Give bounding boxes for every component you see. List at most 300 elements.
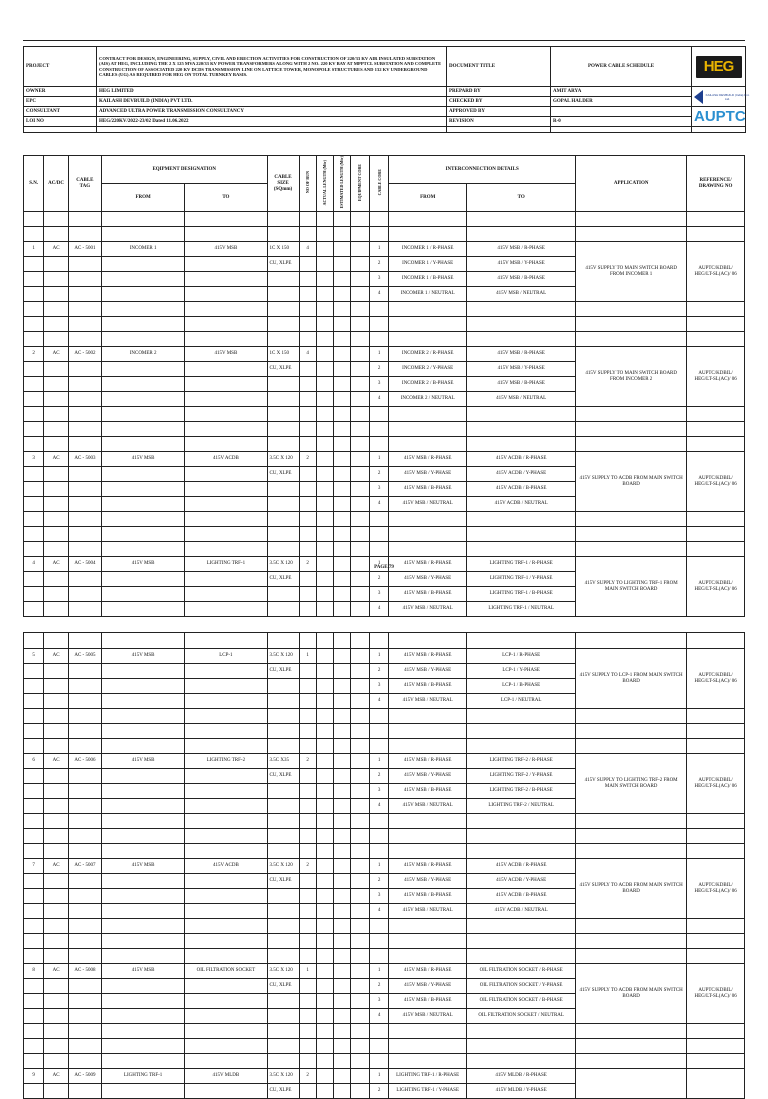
cable-tag-cell: AC - 5002 [68, 347, 101, 362]
application-cell: 415V SUPPLY TO LIGHTING TRF-1 FROM MAIN SWITCH BOARD [576, 557, 687, 617]
no-of-run-cell [299, 287, 316, 302]
cable-tag-cell: AC - 5006 [68, 754, 101, 769]
cable-size-cell [267, 904, 299, 919]
cable-core-cell: 2 [369, 979, 388, 994]
cable-tag-cell: AC - 5004 [68, 557, 101, 572]
sn-cell: 5 [24, 649, 44, 664]
table-row [24, 754, 745, 769]
equip-from-cell [101, 482, 184, 497]
reference-cell: AUPTC/KDBIL/ HEG/LT-SL(AC)/ 06 [687, 964, 745, 1024]
equip-to-cell: OIL FILTRATION SOCKET [185, 964, 267, 979]
cable-tag-cell [68, 874, 101, 889]
acdc-cell [44, 769, 69, 784]
cable-core-cell: 1 [370, 347, 389, 362]
application-cell [576, 1069, 687, 1099]
equipment-core-cell [350, 979, 369, 994]
equip-from-cell [101, 497, 184, 512]
consultant-label: CONSULTANT [24, 107, 97, 117]
equip-to-cell: LCP-1 [185, 649, 267, 664]
blank-row [24, 919, 745, 934]
equip-from-cell [101, 392, 184, 407]
cable-size-cell [267, 1009, 299, 1024]
actual-length-cell [316, 347, 333, 362]
cable-tag-cell [68, 664, 101, 679]
acdc-cell [44, 497, 69, 512]
table-row [24, 452, 745, 467]
acdc-cell [44, 889, 69, 904]
no-of-run-cell: 2 [299, 557, 316, 572]
cable-tag-cell [68, 482, 101, 497]
actual-length-cell [316, 874, 333, 889]
no-of-run-cell [299, 1009, 316, 1024]
cable-type-cell: CU, XLPE [267, 979, 299, 994]
cable-core-cell: 4 [370, 392, 389, 407]
equip-from-cell: LIGHTING TRF-1 [101, 1069, 184, 1084]
interconnection-to-cell: OIL FILTRATION SOCKET / Y-PHASE [467, 979, 576, 994]
revision-value: R-0 [551, 117, 692, 127]
cable-core-cell: 1 [369, 1069, 388, 1084]
equip-from-cell [101, 694, 184, 709]
interconnection-to-cell: LCP-1 / R-PHASE [467, 649, 576, 664]
application-cell: 415V SUPPLY TO MAIN SWITCH BOARD FROM INCOMER 1 [576, 242, 687, 302]
estimated-length-cell [333, 602, 350, 617]
equipment-core-cell [350, 467, 369, 482]
cable-size-cell [267, 272, 299, 287]
estimated-length-cell [333, 889, 350, 904]
equip-to-cell [185, 287, 267, 302]
sn-cell: 4 [24, 557, 44, 572]
cable-size-cell [267, 784, 299, 799]
sn-cell [24, 889, 44, 904]
equip-to-cell [185, 799, 267, 814]
equip-from-cell [101, 769, 184, 784]
interconnection-from-cell: INCOMER 1 / NEUTRAL [389, 287, 467, 302]
interconnection-to-cell: LIGHTING TRF-1 / R-PHASE [467, 557, 576, 572]
blank-row [24, 542, 745, 557]
acdc-cell [44, 482, 69, 497]
interconnection-from-cell: INCOMER 2 / B-PHASE [389, 377, 467, 392]
interconnection-to-cell: LIGHTING TRF-2 / B-PHASE [467, 784, 576, 799]
acdc-cell [44, 572, 69, 587]
blank-row [24, 814, 745, 829]
estimated-length-cell [333, 377, 350, 392]
reference-cell: AUPTC/KDBIL/ HEG/LT-SL(AC)/ 06 [687, 452, 745, 512]
cable-tag-cell [68, 572, 101, 587]
actual-length-cell [316, 889, 333, 904]
interconnection-to-cell: OIL FILTRATION SOCKET / NEUTRAL [467, 1009, 576, 1024]
equipment-core-cell [350, 347, 369, 362]
estimated-length-cell [333, 964, 350, 979]
no-of-run-cell [299, 362, 316, 377]
document-header [23, 46, 750, 133]
cable-core-cell: 1 [370, 242, 389, 257]
equipment-core-cell [350, 799, 369, 814]
equipment-core-cell [350, 964, 369, 979]
interconnection-from-cell: INCOMER 1 / Y-PHASE [389, 257, 467, 272]
cable-tag-cell [68, 1084, 101, 1099]
sn-cell: 8 [24, 964, 44, 979]
no-of-run-cell [299, 392, 316, 407]
sn-cell [24, 392, 44, 407]
equip-to-cell [185, 664, 267, 679]
checked-by-value: GOPAL HALDER [551, 97, 692, 107]
interconnection-from-cell: 415V MSB / Y-PHASE [389, 664, 467, 679]
actual-length-cell [316, 994, 333, 1009]
estimated-length-cell [333, 979, 350, 994]
interconnection-to-cell: 415V MSB / Y-PHASE [467, 257, 576, 272]
actual-length-cell [316, 679, 333, 694]
cable-size-cell: 3.5C X 120 [267, 452, 299, 467]
interconnection-to-cell: LIGHTING TRF-2 / R-PHASE [467, 754, 576, 769]
cable-core-cell: 1 [370, 557, 389, 572]
sn-cell [24, 572, 44, 587]
document-title: POWER CABLE SCHEDULE [551, 47, 692, 87]
interconnection-from-cell: 415V MSB / NEUTRAL [389, 904, 467, 919]
equip-from-cell [101, 1084, 184, 1099]
acdc-cell: AC [44, 859, 69, 874]
interconnection-from-cell: 415V MSB / NEUTRAL [389, 602, 467, 617]
cable-tag-cell [68, 979, 101, 994]
sn-cell [24, 377, 44, 392]
cable-tag-cell [68, 694, 101, 709]
reference-cell: AUPTC/KDBIL/ HEG/LT-SL(AC)/ 06 [687, 649, 745, 709]
table-row [24, 859, 745, 874]
interconnection-from-cell: 415V MSB / R-PHASE [389, 964, 467, 979]
equipment-core-cell [350, 362, 369, 377]
col-acdc: AC/DC [44, 156, 69, 212]
acdc-cell [44, 602, 69, 617]
interconnection-from-cell: LIGHTING TRF-1 / R-PHASE [389, 1069, 467, 1084]
sn-cell [24, 874, 44, 889]
no-of-run-cell [299, 694, 316, 709]
acdc-cell [44, 664, 69, 679]
equipment-core-cell [350, 1069, 369, 1084]
acdc-cell [44, 257, 69, 272]
sn-cell [24, 272, 44, 287]
interconnection-to-cell: 415V MSB / R-PHASE [467, 347, 576, 362]
interconnection-to-cell: 415V MLDB / R-PHASE [467, 1069, 576, 1084]
cable-tag-cell: AC - 5008 [68, 964, 101, 979]
cable-core-cell: 2 [370, 362, 389, 377]
cable-core-cell: 3 [369, 889, 388, 904]
col-reference: REFERENCE/ DRAWING NO [687, 156, 745, 212]
acdc-cell [44, 874, 69, 889]
sn-cell [24, 1009, 44, 1024]
interconnection-from-cell: INCOMER 2 / NEUTRAL [389, 392, 467, 407]
equip-from-cell [101, 467, 184, 482]
reference-cell [687, 1069, 745, 1099]
sn-cell [24, 257, 44, 272]
auptc-logo: AUPTC [694, 107, 746, 125]
actual-length-cell [316, 362, 333, 377]
equip-to-cell [185, 272, 267, 287]
no-of-run-cell: 2 [299, 1069, 316, 1084]
cable-schedule-table-page-1 [23, 155, 745, 617]
equip-to-cell [185, 482, 267, 497]
equip-to-cell [185, 889, 267, 904]
actual-length-cell [316, 587, 333, 602]
equip-to-cell [185, 979, 267, 994]
page-number: PAGE 79 [374, 565, 394, 570]
interconnection-to-cell: 415V MSB / R-PHASE [467, 242, 576, 257]
application-cell: 415V SUPPLY TO ACDB FROM MAIN SWITCH BOARD [576, 452, 687, 512]
equip-to-cell [185, 784, 267, 799]
actual-length-cell [316, 257, 333, 272]
col-sn: S.N. [24, 156, 44, 212]
acdc-cell: AC [44, 964, 69, 979]
no-of-run-cell [299, 799, 316, 814]
actual-length-cell [316, 1084, 333, 1099]
loi-value: HEG/220KV/2022-23/02 Dated 11.06.2022 [97, 117, 447, 127]
cable-tag-cell [68, 377, 101, 392]
prepared-by-value: AMIT ARYA [551, 87, 692, 97]
acdc-cell [44, 377, 69, 392]
epc-value: KAILASH DEVBUILD (INDIA) PVT LTD. [97, 97, 447, 107]
equipment-core-cell [350, 679, 369, 694]
equip-to-cell [185, 497, 267, 512]
interconnection-from-cell: 415V MSB / B-PHASE [389, 587, 467, 602]
table-row [24, 1069, 745, 1084]
sn-cell [24, 497, 44, 512]
equip-from-cell [101, 1009, 184, 1024]
cable-core-cell: 3 [370, 377, 389, 392]
no-of-run-cell [299, 679, 316, 694]
equip-from-cell: 415V MSB [101, 649, 184, 664]
auptc-logo-cell [692, 107, 746, 127]
sn-cell: 7 [24, 859, 44, 874]
blank-row [24, 724, 745, 739]
cable-core-cell: 4 [370, 602, 389, 617]
table-row [24, 347, 745, 362]
cable-core-cell: 3 [369, 784, 388, 799]
cable-core-cell: 2 [370, 257, 389, 272]
approved-by-label: APPROVED BY [447, 107, 551, 117]
acdc-cell: AC [44, 649, 69, 664]
revision-label: REVISION [447, 117, 551, 127]
heg-logo: HEG [696, 56, 742, 78]
interconnection-to-cell: LIGHTING TRF-2 / NEUTRAL [467, 799, 576, 814]
interconnection-to-cell: LIGHTING TRF-2 / Y-PHASE [467, 769, 576, 784]
estimated-length-cell [333, 769, 350, 784]
interconnection-from-cell: LIGHTING TRF-1 / Y-PHASE [389, 1084, 467, 1099]
interconnection-to-cell: 415V ACDB / NEUTRAL [467, 904, 576, 919]
cable-tag-cell: AC - 5003 [68, 452, 101, 467]
sn-cell [24, 287, 44, 302]
estimated-length-cell [333, 904, 350, 919]
equipment-core-cell [350, 482, 369, 497]
interconnection-to-cell: LCP-1 / NEUTRAL [467, 694, 576, 709]
cable-core-cell: 2 [369, 874, 388, 889]
blank-row [24, 512, 745, 527]
cable-core-cell: 4 [370, 497, 389, 512]
acdc-cell: AC [44, 347, 69, 362]
cable-size-cell: 3.5C X 120 [267, 649, 299, 664]
no-of-run-cell [299, 257, 316, 272]
cable-size-cell [267, 679, 299, 694]
equipment-core-cell [350, 1009, 369, 1024]
sn-cell [24, 769, 44, 784]
equipment-core-cell [350, 497, 369, 512]
blank-row [24, 227, 745, 242]
no-of-run-cell [299, 874, 316, 889]
cable-tag-cell [68, 889, 101, 904]
blank-row [24, 212, 745, 227]
blank-row [24, 407, 745, 422]
equipment-core-cell [350, 392, 369, 407]
actual-length-cell [316, 784, 333, 799]
cable-type-cell: CU, XLPE [267, 664, 299, 679]
equip-from-cell [101, 664, 184, 679]
actual-length-cell [316, 377, 333, 392]
equipment-core-cell [350, 452, 369, 467]
reference-cell: AUPTC/KDBIL/ HEG/LT-SL(AC)/ 06 [687, 347, 745, 407]
sn-cell [24, 482, 44, 497]
blank-row [24, 1024, 745, 1039]
cable-size-cell: 3.5C X 120 [267, 859, 299, 874]
equip-to-cell [185, 694, 267, 709]
acdc-cell [44, 679, 69, 694]
no-of-run-cell: 2 [299, 859, 316, 874]
sn-cell [24, 679, 44, 694]
epc-label: EPC [24, 97, 97, 107]
cable-type-cell: CU, XLPE [267, 874, 299, 889]
sheet-page-2 [0, 630, 768, 1093]
cable-tag-cell [68, 1009, 101, 1024]
equip-to-cell [185, 392, 267, 407]
interconnection-from-cell: 415V MSB / R-PHASE [389, 754, 467, 769]
blank-row [24, 844, 745, 859]
equip-from-cell [101, 979, 184, 994]
estimated-length-cell [333, 784, 350, 799]
equipment-core-cell [350, 257, 369, 272]
equipment-core-cell [350, 242, 369, 257]
application-cell: 415V SUPPLY TO LCP-1 FROM MAIN SWITCH BOARD [576, 649, 687, 709]
cable-core-cell: 3 [370, 272, 389, 287]
col-equipment-core: EQUIPMENT CORE [357, 163, 363, 201]
estimated-length-cell [333, 587, 350, 602]
cable-core-cell: 2 [369, 664, 388, 679]
equip-from-cell: 415V MSB [101, 859, 184, 874]
equip-to-cell [185, 1084, 267, 1099]
equip-to-cell [185, 679, 267, 694]
interconnection-from-cell: 415V MSB / B-PHASE [389, 482, 467, 497]
equip-to-cell: 415V MSB [185, 242, 267, 257]
cable-core-cell: 2 [369, 769, 388, 784]
blank-row [24, 949, 745, 964]
heg-logo-cell [692, 47, 746, 87]
cable-type-cell: CU, XLPE [267, 467, 299, 482]
acdc-cell [44, 1009, 69, 1024]
equip-to-cell [185, 587, 267, 602]
estimated-length-cell [333, 1009, 350, 1024]
interconnection-from-cell: 415V MSB / Y-PHASE [389, 769, 467, 784]
prepared-by-label: PREPARD BY [447, 87, 551, 97]
blank-row [24, 829, 745, 844]
estimated-length-cell [333, 242, 350, 257]
cable-size-cell [267, 694, 299, 709]
no-of-run-cell [299, 1084, 316, 1099]
acdc-cell: AC [44, 557, 69, 572]
equipment-core-cell [350, 572, 369, 587]
cable-tag-cell [68, 272, 101, 287]
equip-from-cell: 415V MSB [101, 964, 184, 979]
estimated-length-cell [333, 1084, 350, 1099]
sn-cell [24, 362, 44, 377]
cable-tag-cell [68, 602, 101, 617]
blank-row [24, 332, 745, 347]
equipment-core-cell [350, 602, 369, 617]
sn-cell [24, 587, 44, 602]
cable-core-cell: 2 [369, 1084, 388, 1099]
col-cable-core: CABLE CORE [376, 169, 382, 196]
sn-cell: 9 [24, 1069, 44, 1084]
interconnection-from-cell: 415V MSB / R-PHASE [389, 557, 467, 572]
cable-size-cell [267, 602, 299, 617]
no-of-run-cell [299, 467, 316, 482]
blank-row [24, 1054, 745, 1069]
col-cable-size: CABLE SIZE (SQmm) [267, 156, 299, 212]
interconnection-from-cell: INCOMER 1 / B-PHASE [389, 272, 467, 287]
blank-row [24, 934, 745, 949]
cable-core-cell: 1 [369, 859, 388, 874]
equipment-core-cell [350, 994, 369, 1009]
no-of-run-cell [299, 482, 316, 497]
actual-length-cell [316, 754, 333, 769]
no-of-run-cell [299, 572, 316, 587]
no-of-run-cell [299, 904, 316, 919]
estimated-length-cell [333, 287, 350, 302]
cable-core-cell: 4 [370, 287, 389, 302]
table-row [24, 964, 745, 979]
equip-from-cell: INCOMER 2 [101, 347, 184, 362]
no-of-run-cell [299, 994, 316, 1009]
estimated-length-cell [333, 467, 350, 482]
sn-cell [24, 904, 44, 919]
equip-from-cell [101, 679, 184, 694]
cable-tag-cell [68, 257, 101, 272]
cable-core-cell: 4 [369, 799, 388, 814]
cable-core-cell: 1 [369, 964, 388, 979]
equip-from-cell: 415V MSB [101, 754, 184, 769]
equip-to-cell [185, 377, 267, 392]
interconnection-to-cell: OIL FILTRATION SOCKET / B-PHASE [467, 994, 576, 1009]
interconnection-to-cell: 415V ACDB / B-PHASE [467, 482, 576, 497]
actual-length-cell [316, 664, 333, 679]
equipment-core-cell [350, 694, 369, 709]
estimated-length-cell [333, 572, 350, 587]
cable-tag-cell: AC - 5001 [68, 242, 101, 257]
equip-from-cell [101, 874, 184, 889]
actual-length-cell [316, 649, 333, 664]
equip-from-cell: 415V MSB [101, 452, 184, 467]
cable-schedule-table-page-2 [23, 632, 745, 1099]
sn-cell: 3 [24, 452, 44, 467]
equip-to-cell: 415V MLDB [185, 1069, 267, 1084]
cable-core-cell: 1 [370, 452, 389, 467]
no-of-run-cell [299, 769, 316, 784]
no-of-run-cell [299, 664, 316, 679]
equip-from-cell [101, 994, 184, 1009]
cable-tag-cell [68, 769, 101, 784]
cable-core-cell: 2 [370, 572, 389, 587]
equip-from-cell [101, 889, 184, 904]
application-cell: 415V SUPPLY TO ACDB FROM MAIN SWITCH BOARD [576, 964, 687, 1024]
cable-core-cell: 3 [369, 994, 388, 1009]
no-of-run-cell [299, 602, 316, 617]
interconnection-from-cell: 415V MSB / Y-PHASE [389, 874, 467, 889]
actual-length-cell [316, 602, 333, 617]
equip-to-cell [185, 874, 267, 889]
